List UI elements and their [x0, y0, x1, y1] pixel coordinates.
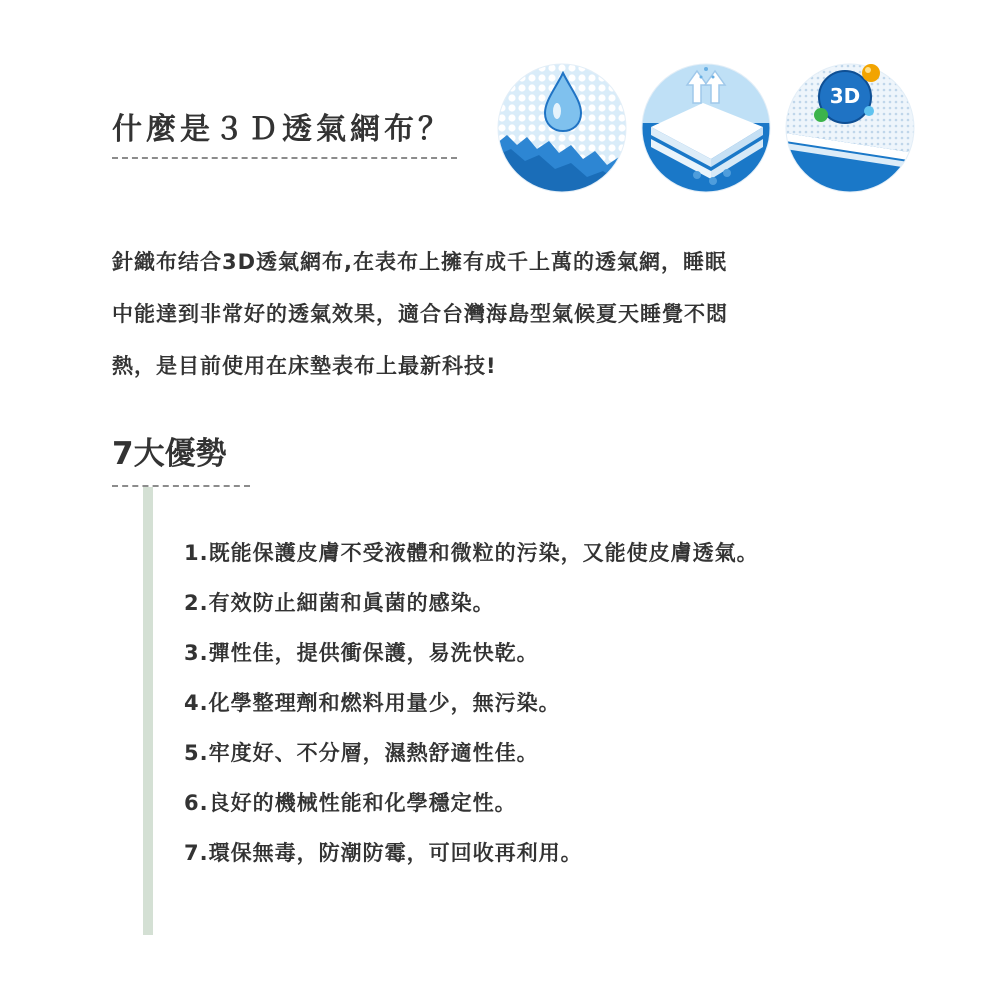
title-divider [112, 157, 457, 159]
advantages-divider [112, 485, 250, 487]
page-title: 什麼是３Ｄ透氣網布？ [112, 112, 452, 147]
water-drop-icon [497, 63, 627, 193]
3d-fabric-icon [785, 63, 915, 193]
feature-illustrations [497, 63, 917, 195]
intro-line: 熱，是目前使用在床墊表布上最新科技! [112, 354, 497, 378]
intro-line: 中能達到非常好的透氣效果，適合台灣海島型氣候夏天睡覺不悶 [112, 302, 728, 326]
advantage-item: 3.彈性佳，提供衝保護，易洗快乾。 [184, 641, 539, 665]
advantage-item: 7.環保無毒，防潮防霉，可回收再利用。 [184, 841, 583, 865]
advantage-item: 4.化學整理劑和燃料用量少，無污染。 [184, 691, 561, 715]
3d-badge-text: 3D [829, 84, 861, 108]
advantage-item: 1.既能保護皮膚不受液體和微粒的污染，又能使皮膚透氣。 [184, 541, 759, 565]
advantages-side-bar [143, 487, 153, 935]
advantage-item: 2.有效防止細菌和眞菌的感染。 [184, 591, 495, 615]
intro-paragraph [112, 236, 932, 392]
advantage-item: 6.良好的機械性能和化學穩定性。 [184, 791, 517, 815]
breathable-layers-icon [641, 63, 771, 193]
advantage-item: 5.牢度好、不分層，濕熱舒適性佳。 [184, 741, 539, 765]
advantages-title: 7大優勢 [112, 436, 227, 472]
intro-line: 針織布结合3D透氣網布,在表布上擁有成千上萬的透氣網，睡眠 [112, 250, 728, 274]
advantages-list [184, 528, 759, 878]
